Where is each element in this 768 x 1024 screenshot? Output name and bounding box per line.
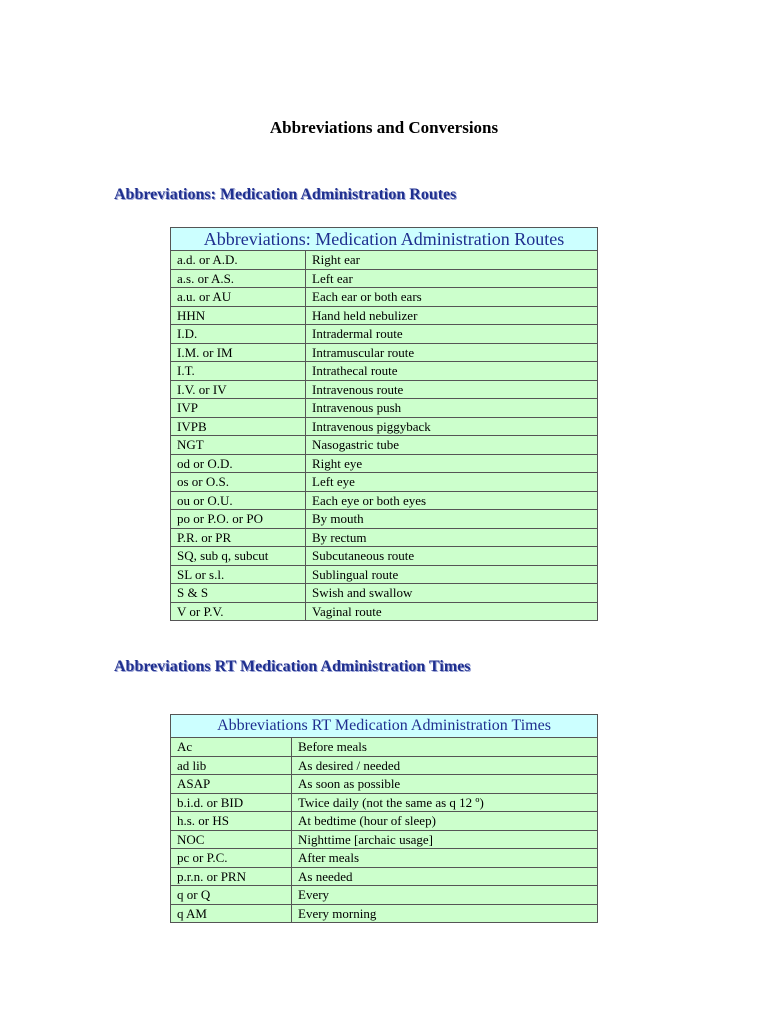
table-row (171, 775, 598, 794)
abbreviation-cell: ASAP (171, 775, 292, 794)
abbreviation-cell: I.V. or IV (171, 380, 306, 399)
table-row (171, 602, 598, 621)
table-row (171, 886, 598, 905)
table-row (171, 288, 598, 307)
meaning-cell: Twice daily (not the same as q 12 º) (292, 793, 598, 812)
routes-section-heading: Abbreviations: Medication Administration Routes (114, 186, 457, 203)
table-row (171, 251, 598, 270)
table-row (171, 269, 598, 288)
abbreviation-cell: p.r.n. or PRN (171, 867, 292, 886)
times-table-body (171, 738, 598, 923)
abbreviation-cell: a.d. or A.D. (171, 251, 306, 270)
abbreviation-cell: I.T. (171, 362, 306, 381)
table-row (171, 473, 598, 492)
meaning-cell: Left ear (306, 269, 598, 288)
table-row (171, 904, 598, 923)
abbreviation-cell: a.s. or A.S. (171, 269, 306, 288)
meaning-cell: By rectum (306, 528, 598, 547)
abbreviation-cell: I.D. (171, 325, 306, 344)
meaning-cell: After meals (292, 849, 598, 868)
table-row (171, 436, 598, 455)
table-row (171, 756, 598, 775)
abbreviation-cell: HHN (171, 306, 306, 325)
table-row (171, 738, 598, 757)
table-row (171, 510, 598, 529)
abbreviation-cell: P.R. or PR (171, 528, 306, 547)
meaning-cell: Right eye (306, 454, 598, 473)
meaning-cell: Intravenous route (306, 380, 598, 399)
table-row (171, 417, 598, 436)
routes-table-body (171, 251, 598, 621)
abbreviation-cell: S & S (171, 584, 306, 603)
times-table-title: Abbreviations RT Medication Administration Times (171, 715, 598, 738)
table-row (171, 793, 598, 812)
meaning-cell: As desired / needed (292, 756, 598, 775)
abbreviation-cell: ad lib (171, 756, 292, 775)
times-table (170, 714, 598, 923)
table-row (171, 362, 598, 381)
meaning-cell: Intramuscular route (306, 343, 598, 362)
abbreviation-cell: q or Q (171, 886, 292, 905)
meaning-cell: Intravenous push (306, 399, 598, 418)
meaning-cell: Vaginal route (306, 602, 598, 621)
meaning-cell: Before meals (292, 738, 598, 757)
meaning-cell: Intradermal route (306, 325, 598, 344)
table-row (171, 380, 598, 399)
table-row (171, 399, 598, 418)
meaning-cell: Each ear or both ears (306, 288, 598, 307)
routes-table-title: Abbreviations: Medication Administration Routes (171, 228, 598, 251)
abbreviation-cell: h.s. or HS (171, 812, 292, 831)
meaning-cell: Swish and swallow (306, 584, 598, 603)
abbreviation-cell: Ac (171, 738, 292, 757)
meaning-cell: Nighttime [archaic usage] (292, 830, 598, 849)
meaning-cell: Each eye or both eyes (306, 491, 598, 510)
table-row (171, 584, 598, 603)
meaning-cell: As soon as possible (292, 775, 598, 794)
meaning-cell: Right ear (306, 251, 598, 270)
abbreviation-cell: b.i.d. or BID (171, 793, 292, 812)
meaning-cell: Every morning (292, 904, 598, 923)
meaning-cell: Hand held nebulizer (306, 306, 598, 325)
page-title: Abbreviations and Conversions (269, 118, 499, 137)
abbreviation-cell: NOC (171, 830, 292, 849)
table-row (171, 830, 598, 849)
table-row (171, 491, 598, 510)
table-row (171, 325, 598, 344)
table-row (171, 565, 598, 584)
table-row (171, 849, 598, 868)
table-row (171, 343, 598, 362)
meaning-cell: Sublingual route (306, 565, 598, 584)
abbreviation-cell: os or O.S. (171, 473, 306, 492)
meaning-cell: By mouth (306, 510, 598, 529)
meaning-cell: Intravenous piggyback (306, 417, 598, 436)
table-row (171, 306, 598, 325)
table-row (171, 547, 598, 566)
meaning-cell: As needed (292, 867, 598, 886)
meaning-cell: At bedtime (hour of sleep) (292, 812, 598, 831)
abbreviation-cell: I.M. or IM (171, 343, 306, 362)
abbreviation-cell: a.u. or AU (171, 288, 306, 307)
abbreviation-cell: od or O.D. (171, 454, 306, 473)
abbreviation-cell: po or P.O. or PO (171, 510, 306, 529)
times-section-heading: Abbreviations RT Medication Administration Times (114, 658, 471, 675)
abbreviation-cell: NGT (171, 436, 306, 455)
meaning-cell: Intrathecal route (306, 362, 598, 381)
abbreviation-cell: SL or s.l. (171, 565, 306, 584)
abbreviation-cell: IVPB (171, 417, 306, 436)
abbreviation-cell: V or P.V. (171, 602, 306, 621)
table-row (171, 454, 598, 473)
meaning-cell: Every (292, 886, 598, 905)
meaning-cell: Left eye (306, 473, 598, 492)
table-row (171, 812, 598, 831)
abbreviation-cell: pc or P.C. (171, 849, 292, 868)
abbreviation-cell: q AM (171, 904, 292, 923)
meaning-cell: Subcutaneous route (306, 547, 598, 566)
abbreviation-cell: SQ, sub q, subcut (171, 547, 306, 566)
abbreviation-cell: ou or O.U. (171, 491, 306, 510)
table-row (171, 867, 598, 886)
routes-table (170, 227, 598, 621)
meaning-cell: Nasogastric tube (306, 436, 598, 455)
table-row (171, 528, 598, 547)
abbreviation-cell: IVP (171, 399, 306, 418)
